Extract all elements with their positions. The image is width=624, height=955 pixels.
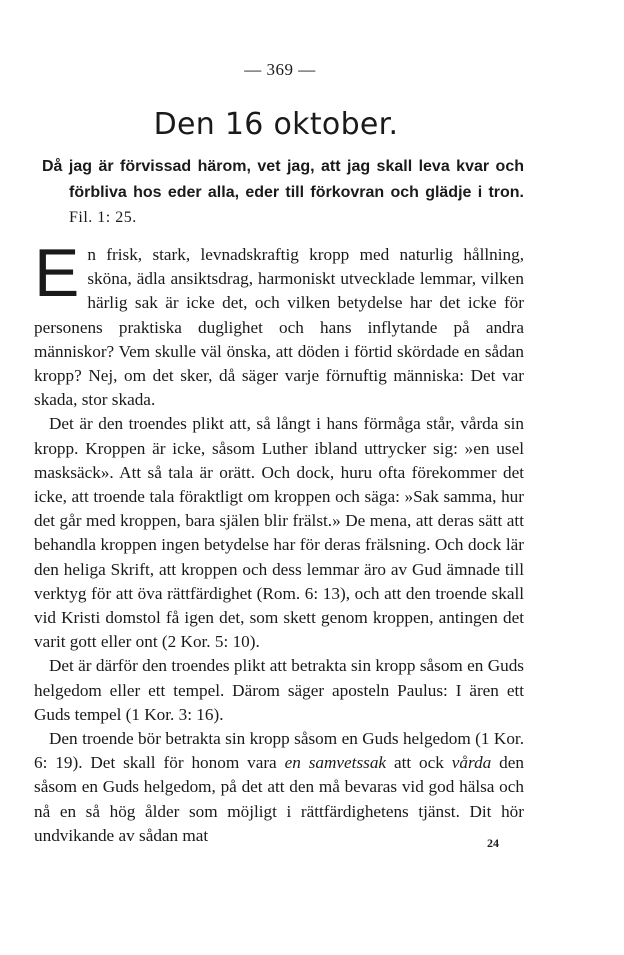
drop-cap: E [34, 235, 80, 311]
emphasis-samvetssak: en samvetssak [284, 753, 387, 773]
paragraph-4 [34, 727, 524, 848]
motto-reference: Fil. 1: 25. [69, 209, 137, 226]
paragraph-3: Det är därför den troendes plikt att betrakta sin kropp såsom en Guds helgedom eller ett tempel. Därom säger aposteln Paulus: I ären ett Guds tempel (1 Kor. 3: 16). [34, 656, 524, 724]
paragraph-2: Det är den troendes plikt att, så långt i hans förmåga står, vårda sin kropp. Kroppen är icke, såsom Luther ibland uttrycker sig: »en usel masksäck». Att så tala är orätt. Och dock, huru ofta förekommer det icke, att troende tala föraktligt om kroppen och säga: »Sak samma, hur det går med kroppen, bara själen blir frälst.» De mena, att deras sätt att behandla kroppen ingen betydelse har för deras frälsning. Och dock lär den heliga Skrift, att kroppen och dess lemmar äro av Gud ämnade till verktyg för att öva rättfärdighet (Rom. 6: 13), och att den troende skall vid Kristi domstol få igen det, som skett genom kroppen, antingen det varit gott eller ont (2 Kor. 5: 10). [34, 414, 524, 652]
signature-mark: 24 [487, 836, 499, 850]
paragraph-4-text-a: Den troende bör betrakta sin kropp såsom en Guds helgedom (1 Kor. 6: 19). Det skall för honom vara [34, 729, 524, 773]
body-text [34, 235, 524, 848]
emphasis-varda: vårda [451, 753, 492, 773]
bible-verse-motto [42, 154, 524, 231]
paragraph-1-text: n frisk, stark, levnadskraftig kropp med naturlig hållning, sköna, ädla ansiktsdrag, harmoniskt utvecklade lemmar, vilken härlig sak är icke det, och vilken betydelse har det icke för personens praktiska duglighet och hans inflytande på andra människor? Vem skulle väl önska, att döden i förtid skördade en sådan kropp? Nej, om det sker, då säger varje förnuftig människa: Det var skada, stor skada. [34, 245, 524, 410]
paragraph-4-text-c: den såsom en Guds helgedom, på det att den må bevaras vid god hälsa och nå en så hög ålder som möjligt i rättfärdighetens tjänst. Dit hör undvikande av sådan mat [34, 753, 524, 845]
paragraph-4-text-b: att ock [386, 753, 452, 773]
motto-text: Då jag är förvissad härom, vet jag, att jag skall leva kvar och förbliva hos eder alla, eder till förkovran och glädje i tron. [42, 158, 524, 201]
paragraph-1 [34, 235, 524, 412]
page-title: Den 16 oktober. [153, 107, 399, 142]
page-number: — 369 — [244, 60, 316, 79]
